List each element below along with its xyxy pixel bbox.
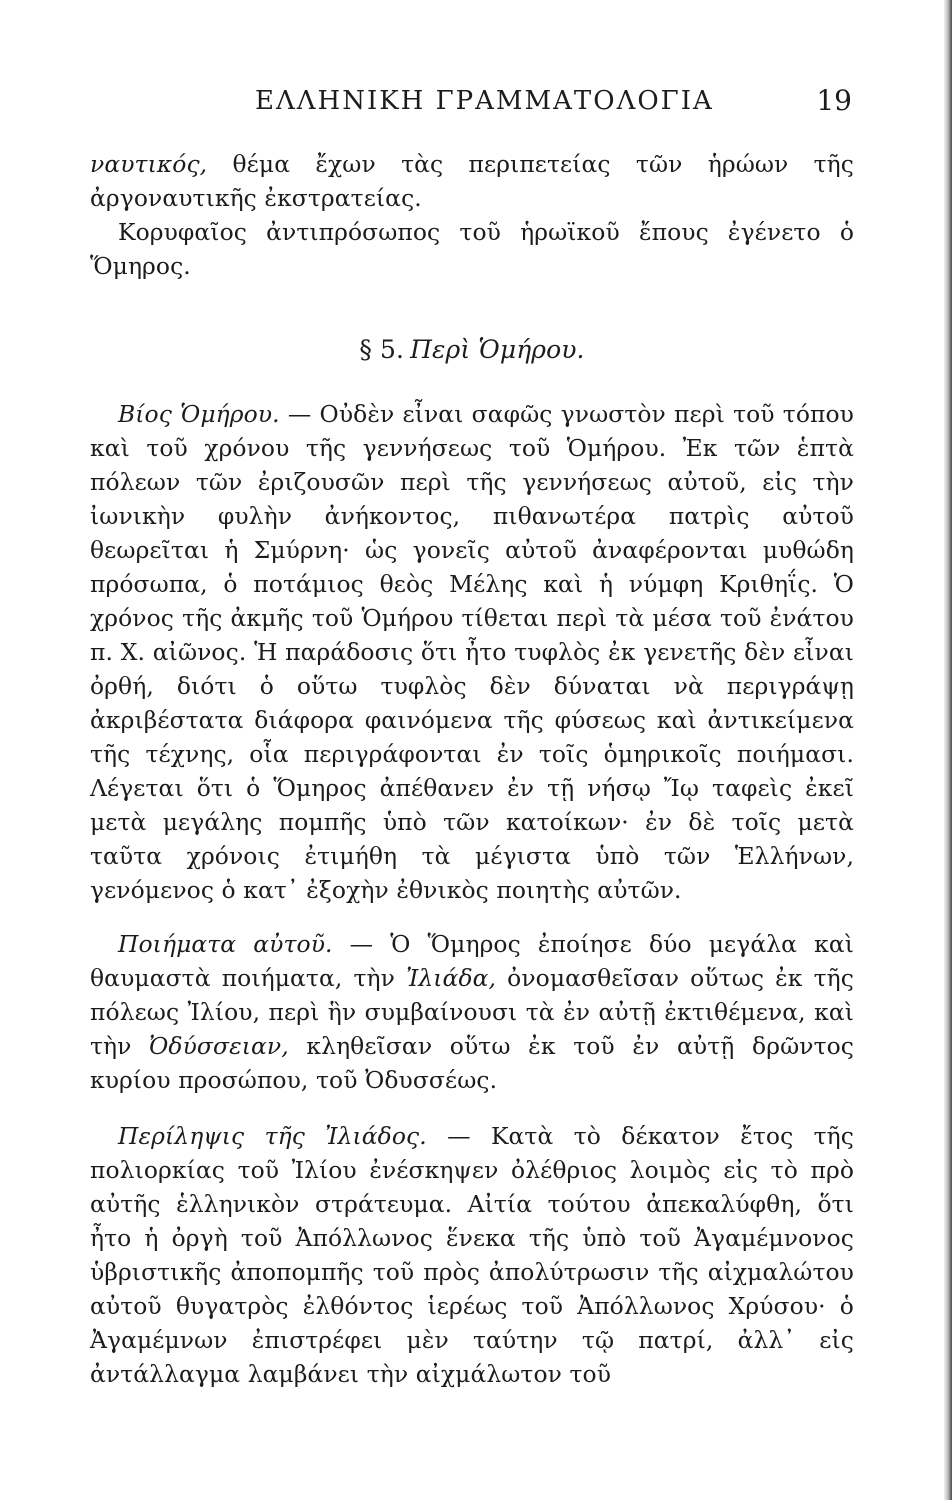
paragraph-poiemata-text-a: — Ὁ Ὅμηρος ἐποίησε δύο μεγάλα καὶ θαυμαστὰ ποιήματα, τὴν <box>90 930 855 992</box>
body-text <box>90 147 854 1391</box>
page-spine-shadow <box>944 0 952 1500</box>
page-number: 19 <box>816 84 852 117</box>
odyssey-title: Ὀδύσσειαν, <box>149 1032 289 1060</box>
section-number: § 5. <box>359 335 405 364</box>
paragraph-perilepsis-lead: Περίληψις τῆς Ἰλιάδος. <box>118 1122 427 1150</box>
paragraph-bios <box>90 397 854 907</box>
paragraph-perilepsis-text: — Κατὰ τὸ δέκατον ἔτος τῆς πολιορκίας τοῦ Ἰλίου ἐνέσκηψεν ὀλέθριος λοιμὸς εἰς τὸ πρὸ αὐτῆς ἑλληνικὸν στράτευμα. Αἰτία τούτου ἀπεκαλύφθη, ὅτι ἦτο ἡ ὀργὴ τοῦ Ἀπόλλωνος ἕνεκα τῆς ὑπὸ τοῦ Ἀγαμέμνονος ὑβριστικῆς ἀποπομπῆς τοῦ πρὸς ἀπολύτρωσιν τῆς αἰχμαλώτου αὐτοῦ θυγατρὸς ἐλθόντος ἱερέως τοῦ Ἀπόλλωνος Χρύσου· ὁ Ἀγαμέμνων ἐπιστρέφει μὲν ταύτην τῷ πατρί, ἀλλ᾽ εἰς ἀντάλλαγμα λαμβάνει τὴν αἰχμάλωτον τοῦ <box>90 1122 854 1388</box>
iliad-title: Ἰλιάδα, <box>406 964 497 992</box>
paragraph-poiemata <box>90 927 854 1097</box>
paragraph-bios-lead: Βίος Ὁμήρου. <box>118 400 280 428</box>
section-title: Περὶ Ὁμήρου. <box>410 335 585 364</box>
intro-paragraph-2: Κορυφαῖος ἀντιπρόσωπος τοῦ ἡρωϊκοῦ ἔπους ἐγένετο ὁ Ὅμηρος. <box>90 218 854 280</box>
paragraph-perilepsis <box>90 1119 854 1391</box>
intro-text: θέμα ἔχων τὰς περιπετείας τῶν ἡρώων τῆς ἀργοναυτικῆς ἐκστρατείας. <box>90 150 854 212</box>
paragraph-poiemata-text-c: κληθεῖσαν οὕτω ἐκ τοῦ ἐν αὐτῇ δρῶντος κυρίου προσώπου, τοῦ Ὀδυσσέως. <box>90 1032 854 1094</box>
paragraph-bios-text: — Οὐδὲν εἶναι σαφῶς γνωστὸν περὶ τοῦ τόπου καὶ τοῦ χρόνου τῆς γεννήσεως τοῦ Ὁμήρου. Ἐκ τῶν ἑπτὰ πόλεων τῶν ἐριζουσῶν περὶ τῆς γεννήσεως αὐτοῦ, εἰς τὴν ἰωνικὴν φυλὴν ἀνήκοντος, πιθανωτέρα πατρὶς αὐτοῦ θεωρεῖται ἡ Σμύρνη· ὡς γονεῖς αὐτοῦ ἀναφέρονται μυθώδη πρόσωπα, ὁ ποτάμιος θεὸς Μέλης καὶ ἡ νύμφη Κριθηΐς. Ὁ χρόνος τῆς ἀκμῆς τοῦ Ὁμήρου τίθεται περὶ τὰ μέσα τοῦ ἐνάτου π. Χ. αἰῶνος. Ἡ παράδοσις ὅτι ἦτο τυφλὸς ἐκ γενετῆς δὲν εἶναι ὀρθή, διότι ὁ οὕτω τυφλὸς δὲν δύναται νὰ περιγράψῃ ἀκριβέστατα διάφορα φαινόμενα τῆς φύσεως καὶ ἀντικείμενα τῆς τέχνης, οἷα περιγράφονται ἐν τοῖς ὁμηρικοῖς ποιήμασι. Λέγεται ὅτι ὁ Ὅμηρος ἀπέθανεν ἐν τῇ νήσῳ Ἴῳ ταφεὶς ἐκεῖ μετὰ μεγάλης πομπῆς ὑπὸ τῶν κατοίκων· ἐν δὲ τοῖς μετὰ ταῦτα χρόνοις ἐτιμήθη τὰ μέγιστα ὑπὸ τῶν Ἑλλήνων, γενόμενος ὁ κατ᾽ ἐξοχὴν ἐθνικὸς ποιητὴς αὐτῶν. <box>90 400 854 904</box>
running-head: ΕΛΛΗΝΙΚΗ ΓΡΑΜΜΑΤΟΛΟΓΙΑ <box>255 86 714 116</box>
paragraph-poiemata-lead: Ποιήματα αὐτοῦ. <box>118 930 333 958</box>
paragraph-poiemata-text-b: ὀνομασθεῖσαν οὕτως ἐκ τῆς πόλεως Ἰλίου, περὶ ἣν συμβαίνουσι τὰ ἐν αὐτῇ ἐκτιθέμενα, καὶ τὴν <box>90 964 854 1060</box>
section-heading <box>90 333 854 367</box>
intro-paragraph <box>90 147 854 215</box>
intro-lead: ναυτικός, <box>90 150 208 178</box>
